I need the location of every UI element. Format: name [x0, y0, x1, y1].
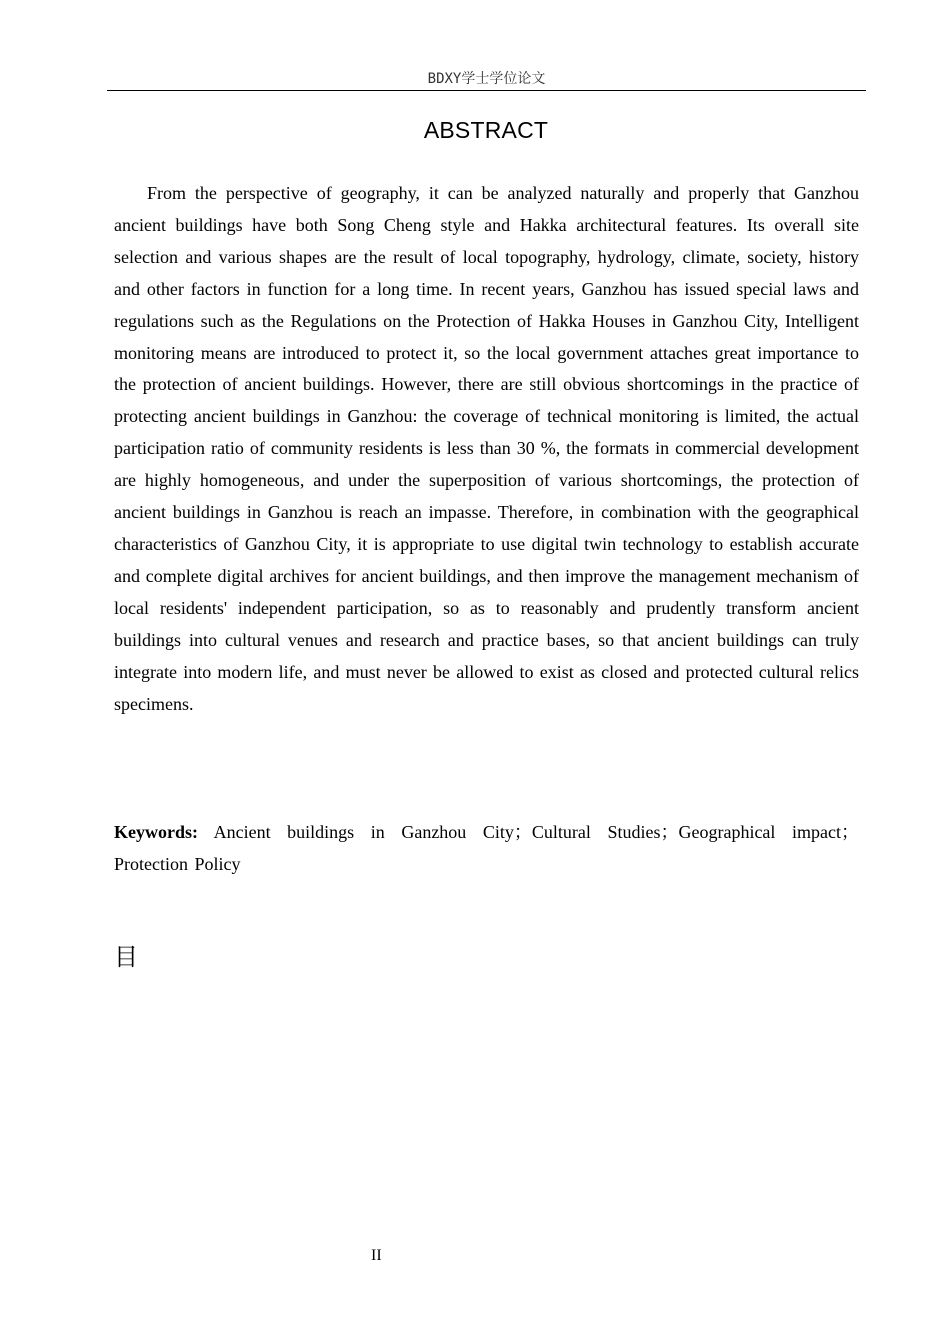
abstract-body: From the perspective of geography, it can be analyzed naturally and properly that Ganzhou ancient buildings have both Song Cheng style and Hakka architectural features. Its overall site selection and various shapes are the result of local topography, hydrology, climate, society, history and other factors in function for a long time. In recent years, Ganzhou has issued special laws and regulations such as the Regulations on the Protection of Hakka Houses in Ganzhou City, Intelligent monitoring means are introduced to protect it, so the local government attaches great importance to the protection of ancient buildings. However, there are still obvious shortcomings in the practice of protecting ancient buildings in Ganzhou: the coverage of technical monitoring is limited, the actual participation ratio of community residents is less than 30 %, the formats in commercial development are highly homogeneous, and under the superposition of various shortcomings, the protection of ancient buildings in Ganzhou is reach an impasse. Therefore, in combination with the geographical characteristics of Ganzhou City, it is appropriate to use digital twin technology to establish accurate and complete digital archives for ancient buildings, and then improve the management mechanism of local residents' independent participation, so as to reasonably and prudently transform ancient buildings into cultural venues and research and practice bases, so that ancient buildings can truly integrate into modern life, and must never be allowed to exist as closed and protected cultural relics specimens. — [114, 183, 859, 714]
page-header — [107, 68, 866, 91]
keywords-label: Keywords: — [114, 822, 198, 842]
page-number: II — [371, 1247, 382, 1264]
running-title: BDXY学士学位论文 — [427, 71, 546, 87]
keywords-text: Ancient buildings in Ganzhou City；Cultural Studies；Geographical impact；Protection Policy — [114, 822, 859, 874]
abstract-title: ABSTRACT — [423, 117, 549, 143]
toc-heading: 目 — [114, 943, 138, 971]
keywords-paragraph — [114, 817, 859, 880]
